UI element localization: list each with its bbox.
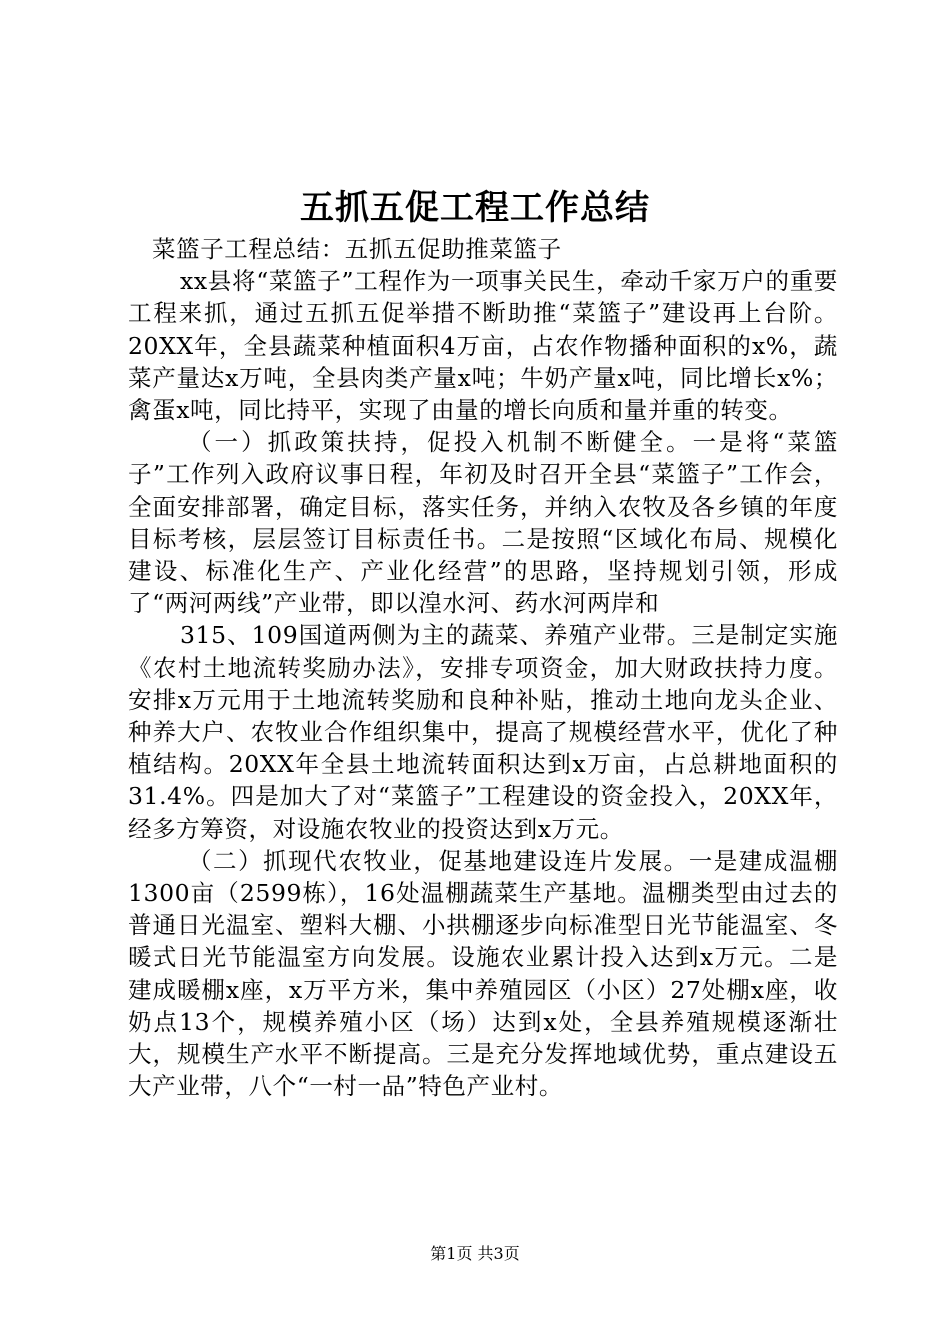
document-subtitle: 菜篮子工程总结：五抓五促助推菜篮子 <box>152 235 562 263</box>
paragraph-modern-agriculture: （二）抓现代农牧业，促基地建设连片发展。一是建成温棚1300亩（2599栋），16处温棚蔬菜生产基地。温棚类型由过去的普通日光温室、塑料大棚、小拱棚逐步向标准型日光节能温室、冬暖式日光节能温室方向发展。设施农业累计投入达到x万元。二是建成暖棚x座，x万平方米，集中养殖园区（小区）27处棚x座，收奶点13个，规模养殖小区（场）达到x处，全县养殖规模逐渐壮大，规模生产水平不断提高。三是充分发挥地域优势，重点建设五大产业带，八个“一村一品”特色产业村。 <box>128 846 838 1101</box>
document-body <box>128 233 838 1102</box>
page-title: 五抓五促工程工作总结 <box>300 188 650 228</box>
paragraph-intro: xx县将“菜篮子”工程作为一项事关民生，牵动千家万户的重要工程来抓，通过五抓五促举措不断助推“菜篮子”建设再上台阶。20XX年，全县蔬菜种植面积4万亩，占农作物播种面积的x%，蔬菜产量达x万吨，全县肉类产量x吨；牛奶产量x吨，同比增长x%；禽蛋x吨，同比持平，实现了由量的增长向质和量并重的转变。 <box>128 267 838 425</box>
paragraph-policy-support: （一）抓政策扶持，促投入机制不断健全。一是将“菜篮子”工作列入政府议事日程，年初及时召开全县“菜篮子”工作会，全面安排部署，确定目标，落实任务，并纳入农牧及各乡镇的年度目标考核，层层签订目标责任书。二是按照“区域化布局、规模化建设、标准化生产、产业化经营”的思路，坚持规划引领，形成了“两河两线”产业带，即以湟水河、药水河两岸和 <box>128 428 838 618</box>
page-footer: 第1页 共3页 <box>430 1244 520 1263</box>
paragraph-policy-support-continued: 315、109国道两侧为主的蔬菜、养殖产业带。三是制定实施《农村土地流转奖励办法》，安排专项资金，加大财政扶持力度。安排x万元用于土地流转奖励和良种补贴，推动土地向龙头企业、种养大户、农牧业合作组织集中，提高了规模经营水平，优化了种植结构。20XX年全县土地流转面积达到x万亩，占总耕地面积的31.4%。四是加大了对“菜篮子”工程建设的资金投入，20XX年，经多方筹资，对设施农牧业的投资达到x万元。 <box>128 621 838 843</box>
